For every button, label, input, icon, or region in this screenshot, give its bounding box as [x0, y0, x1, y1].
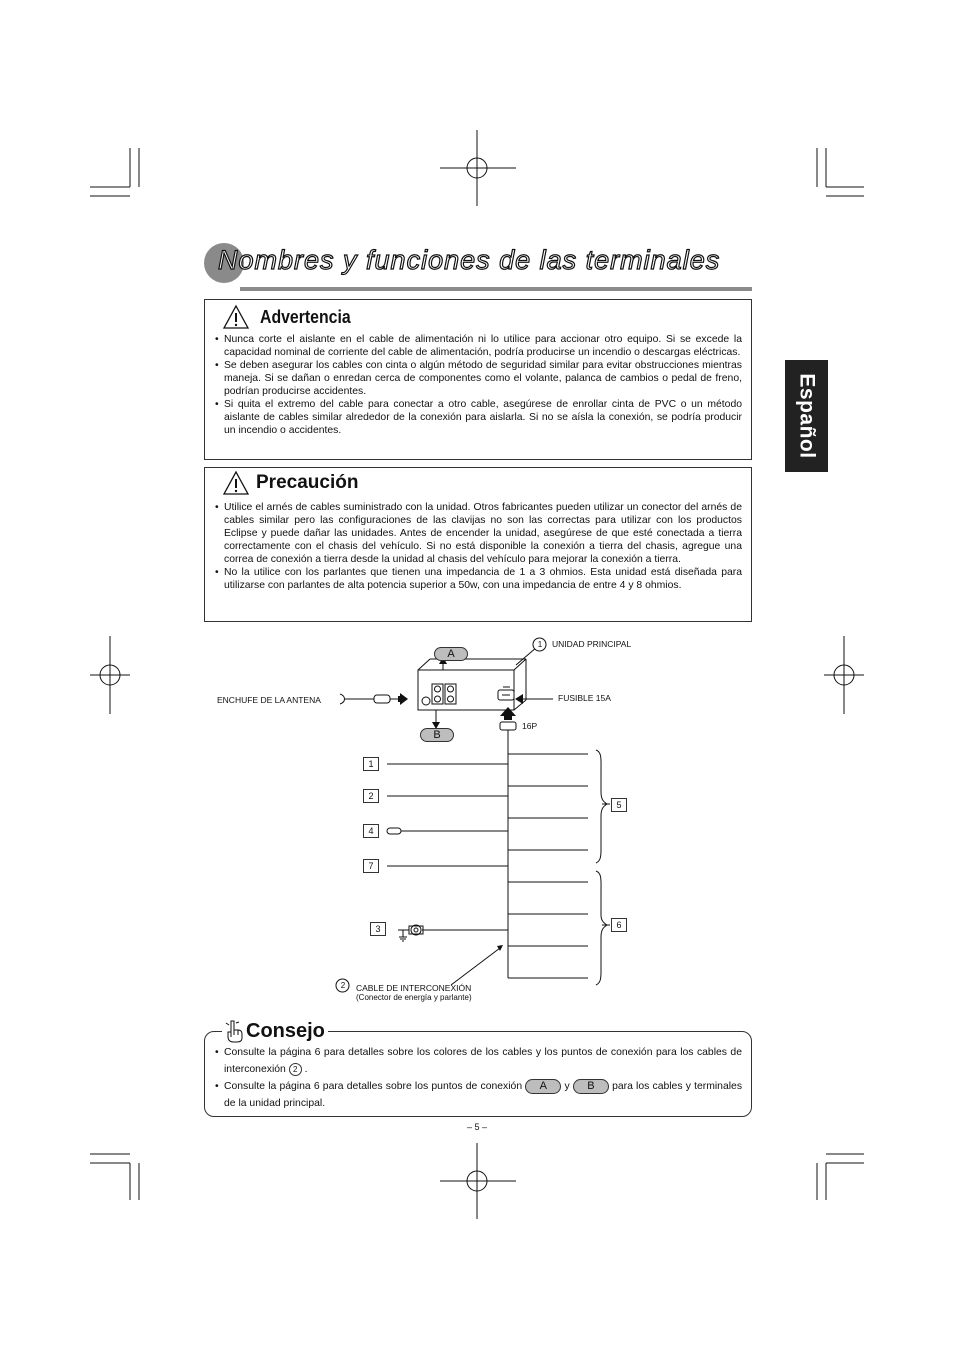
pointing-hand-icon [224, 1019, 244, 1043]
tip-item-text: Consulte la página 6 para detalles sobre los colores de los cables y los puntos de conexión para los cables de interconexión [224, 1047, 742, 1075]
terminal-a-label: A [434, 647, 468, 661]
terminal-b-ref: B [573, 1079, 609, 1094]
terminal-b-label: B [420, 728, 454, 742]
warning-heading: Advertencia [260, 306, 351, 327]
cable-number-ref: 2 [289, 1063, 302, 1076]
language-tab-label: Español [795, 373, 819, 459]
wire-number-box: 3 [370, 922, 386, 936]
caution-item: • Utilice el arnés de cables suministrado con la unidad. Otros fabricantes pueden utilizar un conector del arnés de cables similar pero las configuraciones de las clavijas no son las correctas para utilizar con los productos Eclipse y puede dañar las unidades. Antes de encender la unidad, asegúrese de que esté conectada a tierra correctamente con el chasis del vehículo. Si no está disponible la conexión a tierra del chasis, agregue una correa de conexión a tierra desde la unidad al chasis del vehículo para mejorar la conexión a tierra. [215, 501, 742, 566]
tip-header [222, 1018, 328, 1044]
tip-item-text: . [304, 1064, 308, 1075]
tip-item [215, 1044, 742, 1078]
tip-list [215, 1044, 742, 1112]
tip-item-text: y [564, 1081, 570, 1092]
warning-item: • Se deben asegurar los cables con cinta o algún método de seguridad similar para evitar obstrucciones mientras maneja. Si se dañan o enredan cerca de componentes como el volante, palanca de cambios o pedal de freno, podrían producirse accidentes. [215, 359, 742, 398]
page-number: – 5 – [466, 1122, 488, 1132]
unit-label: UNIDAD PRINCIPAL [552, 639, 632, 649]
fuse-label: FUSIBLE 15A [558, 693, 611, 703]
wire-number-box: 5 [611, 798, 627, 812]
tip-item-text: para los cables y terminales de la unidad principal. [224, 1081, 743, 1109]
cable-number: 2 [340, 981, 346, 990]
terminal-a-ref: A [525, 1079, 561, 1094]
cable-label: CABLE DE INTERCONEXIÓN [356, 983, 472, 993]
caution-heading: Precaución [256, 472, 359, 493]
caution-item: • No la utilice con los parlantes que tienen una impedancia de 1 a 3 ohmios. Esta unidad está diseñada para utilizarse con parlantes de alta potencia superior a 50w, con una impedancia de entre 4 y 8 ohmios. [215, 566, 742, 592]
unit-number: 1 [537, 640, 543, 649]
wire-number-box: 4 [363, 824, 379, 838]
warning-item: • Nunca corte el aislante en el cable de alimentación ni lo utilice para accionar otro equipo. Si se excede la capacidad nominal de corriente del cable de alimentación, podría producirse un incendio o descargas eléctricas. [215, 333, 742, 359]
wire-number-box: 2 [363, 789, 379, 803]
wire-number-box: 1 [363, 757, 379, 771]
tip-heading: Consejo [246, 1019, 325, 1042]
cable-sublabel: (Conector de energía y parlante) [356, 993, 472, 1002]
page-title: Nombres y funciones de las terminales [218, 245, 721, 275]
wire-number-box: 6 [611, 918, 627, 932]
connector-label: 16P [522, 721, 538, 731]
tip-item [215, 1078, 742, 1112]
tip-item-text: Consulte la página 6 para detalles sobre los puntos de conexión [224, 1081, 523, 1092]
warning-item: • Si quita el extremo del cable para conectar a otro cable, asegúrese de enrollar cinta de PVC o un método aislante de cables similar alrededor de la conexión para aislarla. Si no se aísla la conexión, se podría producir un incendio o accidentes. [215, 398, 742, 437]
antenna-label: ENCHUFE DE LA ANTENA [217, 695, 321, 705]
wire-number-box: 7 [363, 859, 379, 873]
